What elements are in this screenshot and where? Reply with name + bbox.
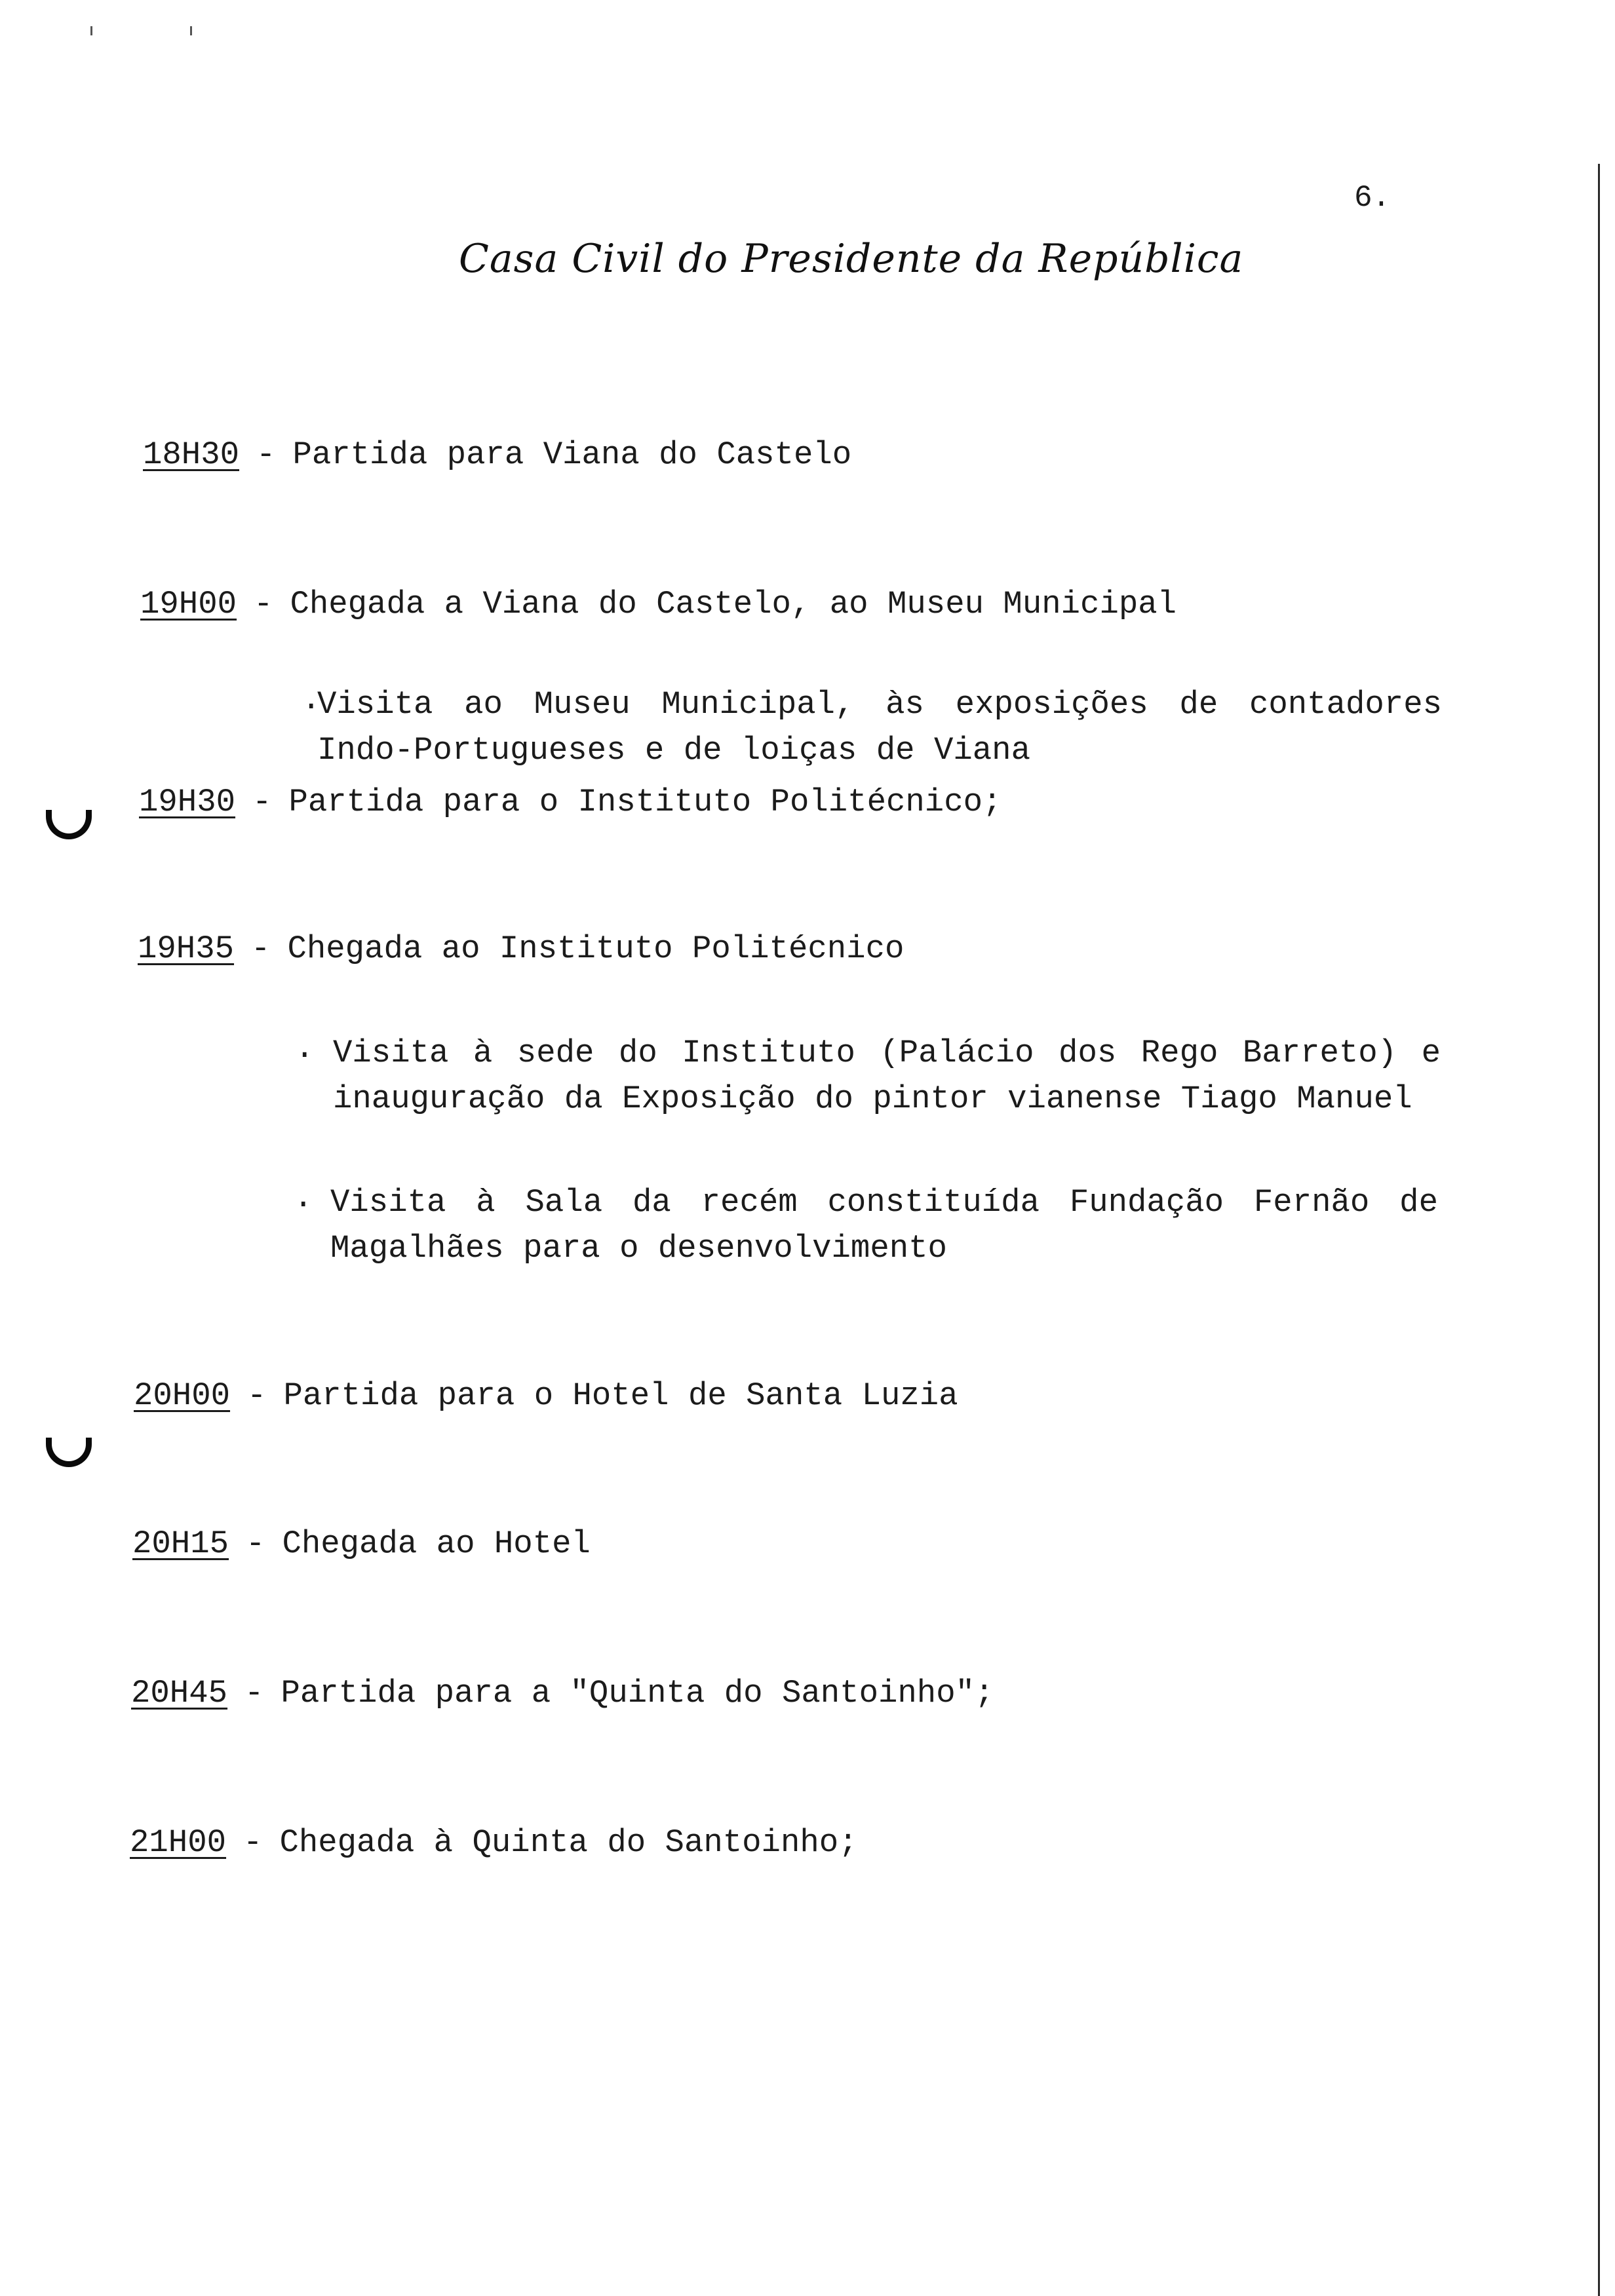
entry-text: Partida para o Hotel de Santa Luzia [283, 1377, 958, 1414]
punch-hole-mark [46, 810, 92, 839]
entry-text: Partida para a "Quinta do Santoinho"; [281, 1675, 994, 1712]
bullet-marker: . [302, 681, 321, 718]
letterhead: Casa Civil do Presidente da República [459, 236, 1244, 282]
bullet-text: Visita à Sala da recém constituída Fundação Fernão de Magalhães para o desenvolvimento [330, 1184, 1438, 1267]
page-number: 6. [1354, 181, 1391, 215]
entry-time: 19H35 [138, 930, 235, 967]
entry-time: 21H00 [130, 1824, 227, 1861]
entry-time: 19H00 [140, 586, 237, 622]
entry-text: Chegada a Viana do Castelo, ao Museu Municipal [290, 586, 1177, 622]
bullet-text: Visita ao Museu Municipal, às exposições de contadores Indo-Portugueses e de loiças de Viana [317, 686, 1442, 769]
schedule-entry: 20H15 - Chegada ao Hotel [132, 1525, 591, 1562]
schedule-entry: 20H00 - Partida para o Hotel de Santa Luzia [134, 1377, 958, 1414]
entry-text: Partida para o Instituto Politécnico; [288, 784, 1002, 820]
page-edge-line [1598, 164, 1600, 2296]
entry-text: Chegada ao Hotel [282, 1525, 591, 1562]
bullet-marker: . [294, 1179, 313, 1216]
schedule-entry: 19H30 - Partida para o Instituto Politécnico; [139, 784, 1002, 820]
schedule-entry: 20H45 - Partida para a "Quinta do Santoinho"; [131, 1675, 994, 1712]
schedule-entry: 18H30 - Partida para Viana do Castelo [143, 436, 852, 473]
bullet-marker: . [295, 1030, 315, 1067]
bullet-text: Visita à sede do Instituto (Palácio dos Rego Barreto) e inauguração da Exposição do pintor vianense Tiago Manuel [333, 1035, 1441, 1117]
entry-time: 20H15 [132, 1525, 229, 1562]
entry-text: Chegada ao Instituto Politécnico [287, 930, 905, 967]
entry-text: Partida para Viana do Castelo [292, 436, 852, 473]
scan-mark [90, 26, 92, 35]
entry-time: 19H30 [139, 784, 236, 820]
entry-time: 18H30 [143, 436, 240, 473]
schedule-entry: 19H35 - Chegada ao Instituto Politécnico [138, 930, 905, 967]
entry-time: 20H45 [131, 1675, 228, 1712]
scan-mark [190, 26, 192, 35]
schedule-entry: 21H00 - Chegada à Quinta do Santoinho; [130, 1824, 858, 1861]
punch-hole-mark [46, 1438, 92, 1467]
entry-text: Chegada à Quinta do Santoinho; [279, 1824, 858, 1861]
schedule-entry: 19H00 - Chegada a Viana do Castelo, ao Museu Municipal [140, 586, 1177, 622]
entry-time: 20H00 [134, 1377, 231, 1414]
